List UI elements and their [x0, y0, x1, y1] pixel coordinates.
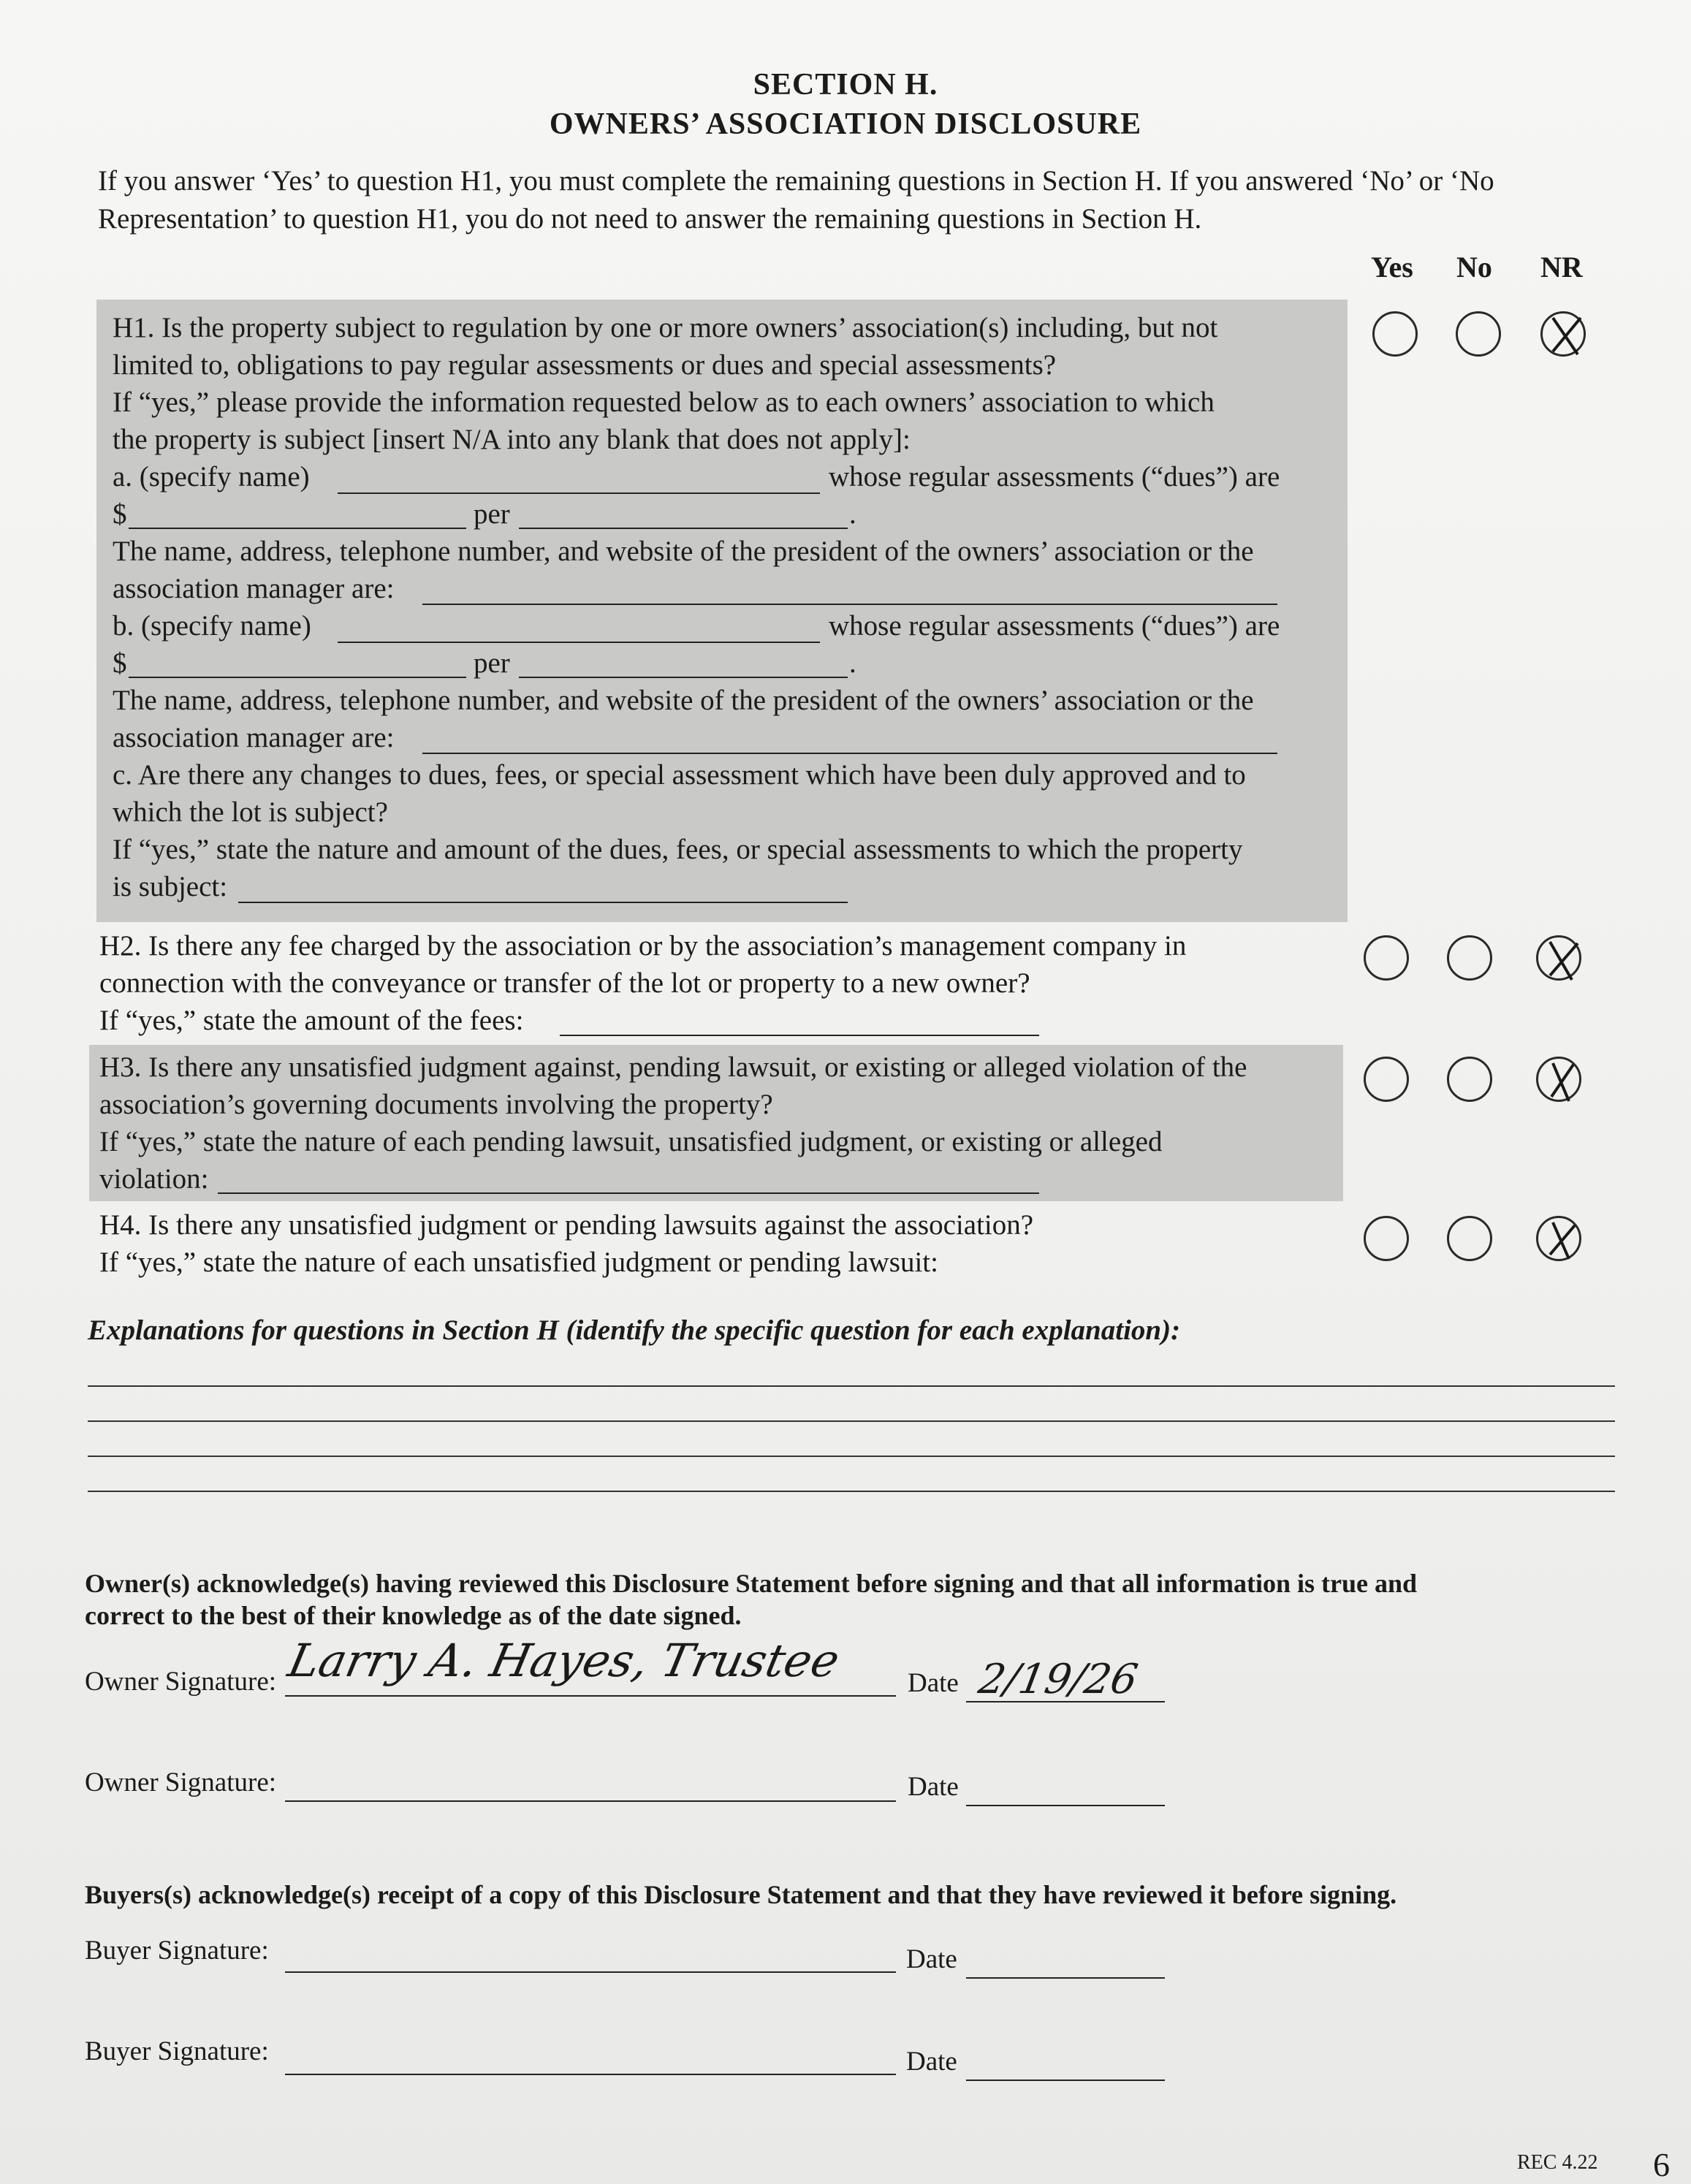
buyer-signature-label-2: Buyer Signature:	[85, 2036, 269, 2066]
owner-signature-label-1: Owner Signature:	[85, 1667, 277, 1697]
explanations-heading: Explanations for questions in Section H (identify the specific question for each explanation):	[88, 1314, 1181, 1346]
h1-c-line-2: which the lot is subject?	[113, 796, 388, 828]
h1-a-president-field[interactable]	[422, 604, 1277, 605]
buyer-ack: Buyers(s) acknowledge(s) receipt of a copy of this Disclosure Statement and that they have reviewed it before signing.	[85, 1880, 1397, 1909]
h1-c-line-3: If “yes,” state the nature and amount of the dues, fees, or special assessments to which the property	[113, 834, 1243, 865]
intro-line-2: Representation’ to question H1, you do not need to answer the remaining questions in Section H.	[98, 203, 1202, 235]
h1-c-line-1: c. Are there any changes to dues, fees, or special assessment which have been duly approved and to	[113, 759, 1246, 791]
h3-violation-field[interactable]	[218, 1192, 1039, 1194]
column-nr: NR	[1540, 251, 1583, 284]
h1-b-name-field[interactable]	[338, 642, 820, 643]
h1-nr-radio-checked[interactable]	[1540, 311, 1586, 357]
h1-line-1: H1. Is the property subject to regulation by one or more owners’ association(s) including, but not	[113, 312, 1218, 343]
buyer-date-field-2[interactable]	[966, 2080, 1165, 2081]
h2-no-radio[interactable]	[1447, 935, 1492, 981]
form-code: REC 4.22	[1517, 2151, 1598, 2174]
h1-a-whose-label: whose regular assessments (“dues”) are	[829, 461, 1280, 492]
h2-fees-field[interactable]	[560, 1035, 1039, 1036]
owner-handwritten-date: 2/19/26	[975, 1656, 1141, 1703]
intro-line-1: If you answer ‘Yes’ to question H1, you must complete the remaining questions in Section H. If you answered ‘No’ or ‘No	[98, 165, 1494, 197]
h2-yes-radio[interactable]	[1364, 935, 1409, 981]
column-yes: Yes	[1371, 251, 1413, 284]
owner-signature-field-2[interactable]	[285, 1800, 896, 1802]
h3-line-1: H3. Is there any unsatisfied judgment against, pending lawsuit, or existing or alleged violation of the	[99, 1051, 1247, 1083]
h1-a-period-field[interactable]	[519, 528, 848, 529]
explanation-line-4[interactable]	[88, 1491, 1615, 1492]
buyer-signature-field-1[interactable]	[285, 1971, 896, 1973]
h1-a-dollar: $	[113, 498, 127, 530]
buyer-signature-field-2[interactable]	[285, 2074, 896, 2075]
h4-line-2: If “yes,” state the nature of each unsatisfied judgment or pending lawsuit:	[99, 1247, 938, 1278]
h1-a-amount-field[interactable]	[129, 528, 466, 529]
owner-handwritten-signature: Larry A. Hayes, Trustee	[284, 1634, 845, 1687]
owner-date-label-2: Date	[908, 1772, 959, 1802]
x-mark-icon	[1535, 935, 1586, 986]
h1-c-nature-field[interactable]	[238, 902, 848, 903]
buyer-date-label-2: Date	[906, 2047, 957, 2077]
h1-c-line-4: is subject:	[113, 871, 228, 902]
h3-yes-radio[interactable]	[1364, 1057, 1409, 1102]
h1-a-name-field[interactable]	[338, 492, 820, 494]
h1-a-end-period: .	[849, 498, 856, 530]
buyer-date-label-1: Date	[906, 1944, 957, 1974]
h1-b-dollar: $	[113, 647, 127, 679]
column-no: No	[1456, 251, 1492, 284]
h2-nr-radio-checked[interactable]	[1536, 935, 1581, 981]
owner-signature-label-2: Owner Signature:	[85, 1768, 277, 1797]
page-title: OWNERS’ ASSOCIATION DISCLOSURE	[549, 107, 1142, 141]
explanation-line-2[interactable]	[88, 1420, 1615, 1422]
h1-a-per-label: per	[474, 498, 510, 530]
owner-ack-line-2: correct to the best of their knowledge as of the date signed.	[85, 1601, 742, 1630]
h1-b-whose-label: whose regular assessments (“dues”) are	[829, 610, 1280, 642]
h3-line-3: If “yes,” state the nature of each pending lawsuit, unsatisfied judgment, or existing or alleged	[99, 1126, 1163, 1157]
h2-line-2: connection with the conveyance or transfer of the lot or property to a new owner?	[99, 967, 1030, 999]
h1-b-president-field[interactable]	[422, 753, 1277, 754]
x-mark-icon	[1540, 311, 1591, 362]
owner-ack-line-1: Owner(s) acknowledge(s) having reviewed this Disclosure Statement before signing and that all information is true and	[85, 1569, 1417, 1598]
section-heading: SECTION H.	[753, 68, 938, 102]
h1-a-president-line-2: association manager are:	[113, 573, 395, 604]
h4-yes-radio[interactable]	[1364, 1216, 1409, 1261]
h1-no-radio[interactable]	[1456, 311, 1501, 357]
h1-yes-radio[interactable]	[1372, 311, 1418, 357]
h1-line-4: the property is subject [insert N/A into any blank that does not apply]:	[113, 424, 911, 455]
h2-line-3: If “yes,” state the amount of the fees:	[99, 1005, 524, 1036]
h1-b-president-line-1: The name, address, telephone number, and website of the president of the owners’ association or the	[113, 685, 1254, 716]
page-number: 6	[1653, 2146, 1670, 2183]
h1-line-2: limited to, obligations to pay regular assessments or dues and special assessments?	[113, 349, 1057, 381]
h1-a-name-label: a. (specify name)	[113, 461, 310, 492]
h3-line-2: association’s governing documents involving the property?	[99, 1089, 773, 1120]
h1-b-per-label: per	[474, 647, 510, 679]
h3-no-radio[interactable]	[1447, 1057, 1492, 1102]
x-mark-icon	[1535, 1056, 1586, 1107]
owner-date-label-1: Date	[908, 1668, 959, 1698]
h3-line-4: violation:	[99, 1163, 209, 1195]
explanation-line-3[interactable]	[88, 1456, 1615, 1457]
explanation-line-1[interactable]	[88, 1385, 1615, 1387]
h1-b-amount-field[interactable]	[129, 677, 466, 678]
h1-a-president-line-1: The name, address, telephone number, and website of the president of the owners’ association or the	[113, 536, 1254, 567]
h4-nr-radio-checked[interactable]	[1536, 1216, 1581, 1261]
owner-date-field-2[interactable]	[966, 1805, 1165, 1806]
h1-b-end-period: .	[849, 647, 856, 679]
buyer-date-field-1[interactable]	[966, 1977, 1165, 1979]
x-mark-icon	[1535, 1215, 1586, 1266]
h4-no-radio[interactable]	[1447, 1216, 1492, 1261]
h1-b-period-field[interactable]	[519, 677, 848, 678]
owner-signature-field-1[interactable]	[285, 1695, 896, 1697]
buyer-signature-label-1: Buyer Signature:	[85, 1936, 269, 1966]
h1-b-name-label: b. (specify name)	[113, 610, 311, 642]
h1-b-president-line-2: association manager are:	[113, 722, 395, 753]
h2-line-1: H2. Is there any fee charged by the association or by the association’s management company in	[99, 930, 1187, 962]
h3-nr-radio-checked[interactable]	[1536, 1057, 1581, 1102]
h4-line-1: H4. Is there any unsatisfied judgment or pending lawsuits against the association?	[99, 1209, 1034, 1241]
h1-line-3: If “yes,” please provide the information requested below as to each owners’ association to which	[113, 387, 1215, 418]
